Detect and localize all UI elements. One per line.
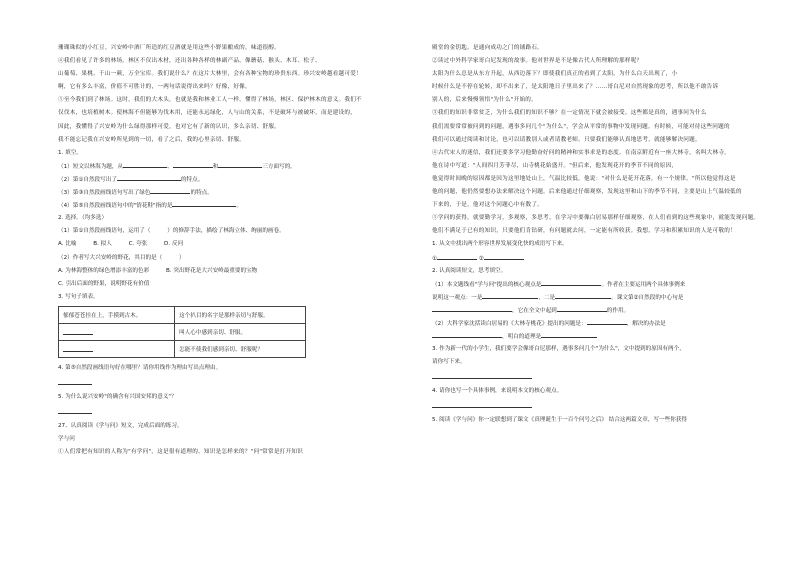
table-row: [59, 340, 306, 357]
passage-line: 我们需要常常被问到的问题，遇事多问几个"为什么"，学会从平常的事物中发现问题。有时候，可能对待这些问题的: [432, 123, 730, 130]
q1-4-text: （4）第⑤自然段画线语句中的"情花鞋"指的是: [58, 203, 173, 210]
question-4: 4. 第⑤自然段画线语句好在哪里？请你用线作为理由写出点理由。: [58, 364, 222, 371]
r-q2-2-text: （2）大科学家沈括读白居易的《大林寺桃花》提出的问题是：: [432, 320, 587, 327]
passage-line: 我们可以通过阅读和讨论，也可以请教别人或者请教老师。只要我们能够认真地思考，就能够解决问题。: [432, 136, 701, 143]
r-q2-1c-end: 的作用。: [606, 307, 630, 314]
passage-line: ③我们的知识非常贫乏，为什么我们的知识不够？在一定情况下就会被接受。这些都是真的，遇事问为什么: [432, 110, 707, 117]
r-q2-2b-text: ，明白的道理是: [502, 334, 542, 341]
left-column: [58, 42, 418, 459]
passage-line: 他觉得时间晚的原因都是因为这里地处山上，气温比较低。他说："对什么是花开花落，有一个规律。"所以他觉得这是: [432, 175, 736, 182]
passage-line: ①人们常把有知识的人称为"有学问"，这是很有道理的。知识是怎样来的？"问"常常是打开知识: [58, 449, 304, 456]
table-cell: 叫人心中感到亲切、舒服。: [175, 323, 306, 340]
question-2-1-options: A. 比喻 B. 拟人 C. 夸张 D. 反问: [58, 241, 184, 248]
q1-2-text: （2）第①自然段写出了: [58, 176, 117, 183]
r-q1-b-label: ②: [478, 255, 484, 262]
answer-blank[interactable]: [555, 291, 611, 299]
answer-blank[interactable]: [218, 160, 262, 168]
answer-blank[interactable]: [484, 252, 524, 260]
answer-blank[interactable]: [432, 330, 502, 338]
r-question-2: 2. 认真阅读短文，思考填空。: [432, 267, 507, 274]
answer-blank[interactable]: [63, 344, 93, 352]
passage-line: 时候什么是不停在轮转，却不出来了，是太阳地日子里出来了？……哥白尼对自然现象的思考，所以他不敢告诉: [432, 84, 719, 91]
passage-title: 学与问: [58, 436, 75, 443]
q1-1-and: 和: [212, 163, 219, 170]
passage-line: 山葡萄、果桃、千山一蕨，万全宝库。我们说什么？在这片大林里，会有各种宝物的珍贵东西。珍兴安岭越看越可爱！: [58, 71, 362, 78]
question-2-1: （1）第①自然段画线语句，运用了（ ）的修辞手法，描绘了林海立体、绚丽的画卷。: [58, 228, 285, 235]
q1-1-text: （1）短文以林海为题，从: [58, 163, 124, 170]
answer-blank[interactable]: [557, 304, 607, 312]
answer-blank[interactable]: [541, 278, 601, 286]
answer-line[interactable]: [58, 406, 92, 414]
passage-line: 他的问题，他仍然要想办法来解决这个问题。后来他通过仔细观察，发现这里和山下的季节不同，主要是山上气温较低的: [432, 189, 742, 196]
question-1-3: [58, 186, 418, 199]
q1-3-text: （3）第③自然段画线语句写出了绿色: [58, 190, 151, 197]
answer-blank[interactable]: [173, 160, 213, 168]
question-3-title: 3. 写句子填表。: [58, 293, 99, 300]
r-question-1: 1. 从文中找出两个形容世界发展变化快的成语写下来。: [432, 241, 568, 248]
table-cell-input[interactable]: [59, 340, 175, 357]
answer-blank[interactable]: [150, 186, 190, 194]
table-row: [59, 306, 306, 323]
table-cell-input[interactable]: [59, 323, 175, 340]
right-column: [432, 42, 792, 428]
question-2-2-option-c: C. 引出后面的野果，说明野花有价值: [58, 280, 150, 287]
q1-1-sep: 、: [167, 163, 173, 170]
r-q2-1b-text: 说明这一观点：一是: [432, 294, 483, 301]
table-cell: 郁郁苍苍挂在上，手摸到古木。: [59, 306, 175, 323]
passage-line: 他们不满足于已有的知识，只要他们肯钻研，有问题就去问，一定能有所收获。我想，学习和积累知识的人是可敬的！: [432, 228, 736, 235]
passage-line: ④古代宋人的迷信，我们还要多学习他勤奋好问的精神和实事求是的态度。在南京附近有一座大林寺，名叫大林寺。: [432, 149, 731, 156]
answer-line[interactable]: [432, 400, 532, 408]
question-27: 27、认真阅读《学与问》短文，完成后面的练习。: [58, 423, 183, 430]
answer-blank[interactable]: [63, 327, 93, 335]
question-1-4: [58, 199, 418, 212]
r-question-2-2: [432, 317, 792, 330]
passage-line: 太阳为什么总是从东方升起，从西边落下？即使我们真正的看到了太阳，为什么白天出现了，小: [432, 71, 678, 78]
r-q2-1b-post: 。课文第②自然段的中心句是: [611, 294, 684, 301]
passage-line: 珊瑚珠似的小红豆。兴安岭中酒厂所造的红豆酒就是用这些小野果酿成的，味道很醇。: [58, 45, 281, 51]
passage-line: ⑤学问的获得，就要勤学习，多观察，多思考。在学习中要像白居易那样仔细观察，在人们看到的这些现象中，就能发现问题。: [432, 215, 760, 222]
question-1-title: 1. 填空。: [58, 149, 82, 156]
answer-blank[interactable]: [172, 199, 236, 207]
answer-blank[interactable]: [117, 173, 181, 181]
table-cell: 怎能不使我们感到亲切、舒服呢？: [175, 340, 306, 357]
passage-line: 因此，我懂得了兴安岭为什么绿得那样可爱，也对它有了新的认识，多么亲切、舒服。: [58, 123, 281, 130]
r-q1-a-label: ①: [432, 255, 438, 262]
r-q2-1-post: 。作者在主要运用两个具体事例来: [601, 281, 686, 288]
r-question-5: 5. 阅读《学与问》你一定联想到了课文《真理诞生于一百个问号之后》 结合这两篇文章，写一些你获得: [432, 417, 688, 424]
question-2-2-option-ab: A. 为林海整体的绿色增添丰富的色彩 B. 突出野花是大兴安岭最重要的宝物: [58, 267, 258, 274]
question-2-title: 2. 选择。（均多选）: [58, 215, 108, 222]
r-q2-1c-text: ，它在全文中起到: [512, 307, 557, 314]
answer-blank[interactable]: [482, 291, 538, 299]
question-1-2: [58, 173, 418, 186]
q1-2-end: 的特点。: [180, 176, 204, 183]
r-question-4: 4. 请你也写一个具体事例，来说明本文的核心观点。: [432, 388, 563, 395]
answer-blank[interactable]: [541, 330, 597, 338]
q1-3-end: 的特点。: [190, 190, 213, 197]
passage-line: ⑤至今我们到了林场。这时，我们的大木头，也就是我和林业工人一样，懂得了林场，林区、保护林木的意义。我们不: [58, 97, 362, 104]
r-question-2-1b: [432, 291, 792, 304]
passage-line: ④我们看见了许多的林场。林区不仅出木材，还出各种各样的林副产品，像蘑菇、猴头、木耳、松子、: [58, 58, 321, 65]
q1-4-end: 。: [236, 203, 243, 210]
answer-line[interactable]: [58, 377, 92, 385]
r-question-3: 3. 作为新一代的小学生，我们要学会像哥白尼那样，遇事多问几个"为什么"，文中提到的原因有两个，: [432, 346, 685, 353]
question-2-2: （2）作者写大兴安岭的野花，其目的是（ ）: [58, 254, 185, 261]
answer-blank[interactable]: [432, 304, 512, 312]
fill-table: [58, 306, 306, 358]
r-q2-1b-mid: ，二是: [538, 294, 556, 301]
table-row: [59, 323, 306, 340]
passage-line: 仅伐木，也培植树木。使林海不但能够为伐木用，还能永远绿化，人与山的关系，不是破坏与被破坏，而是建设的，: [58, 110, 357, 117]
answer-blank[interactable]: [123, 160, 167, 168]
r-question-2-1c: [432, 304, 792, 317]
q1-1-end: 三方面写的。: [262, 163, 296, 170]
r-question-2-2b: [432, 330, 792, 343]
passage-line: ②读过中外科学家哥白尼发现的故事。他对世界是不是像古代人所理解的那样呢？: [432, 58, 643, 65]
answer-blank[interactable]: [437, 252, 477, 260]
answer-line[interactable]: [432, 371, 532, 379]
question-1-1: [58, 160, 418, 173]
passage-line: 别人的，后来慢慢领悟"为什么"开始的。: [432, 97, 537, 104]
passage-line: 我不能忘记我在兴安岭所见到的一切，看了之后，我的心里亲切、舒服。: [58, 136, 246, 143]
r-q2-2-mid: ，解决的办法是: [626, 320, 666, 327]
answer-blank[interactable]: [587, 317, 627, 325]
r-question-2-1: [432, 278, 792, 291]
r-question-1-answers: [432, 252, 792, 265]
passage-line: 下来的，于是，他对这个问题心中有数了。: [432, 202, 544, 209]
passage-line: 殿堂的金钥匙。是通向成功之门的铺路石。: [432, 45, 544, 51]
r-q2-1-text: （1）本文题线看"学与问"提出的核心观点是: [432, 281, 542, 288]
question-5: 5. 为什么说兴安岭"的确含有兴国安邦的意义"？: [58, 393, 177, 400]
r-question-3-cont: 请你写下来。: [432, 359, 466, 366]
table-cell: 这个扒目的名字是那样亲切与舒服。: [175, 306, 306, 323]
passage-line: 他在诗中写道："人间四月芳菲尽，山寺桃花始盛开。"但后来，他发现花开的季节不同的原因，: [432, 162, 678, 169]
passage-line: 啊，它有多么丰富，价值不可胜计的，一两句话说得出来吗？好像，好像。: [58, 84, 251, 91]
